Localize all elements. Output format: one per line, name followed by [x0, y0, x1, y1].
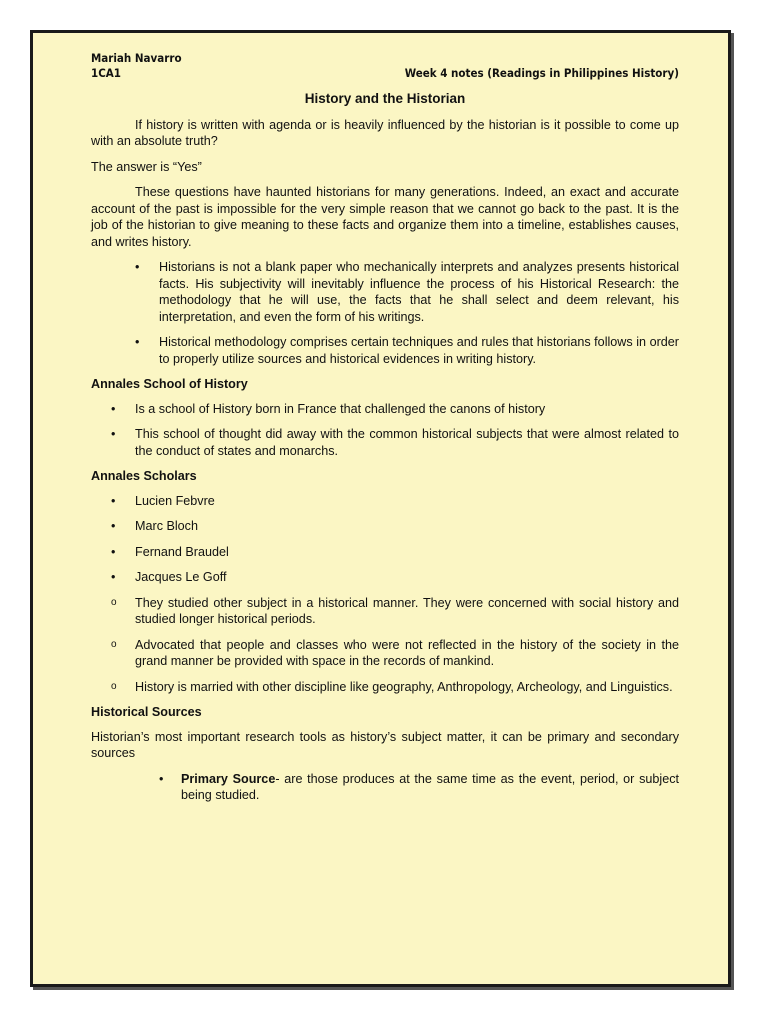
intro-answer: The answer is “Yes” [91, 159, 202, 174]
annales-school-heading: Annales School of History [91, 377, 248, 391]
notes-label: Week 4 notes (Readings in Philippines History) [404, 66, 679, 80]
section-code: 1CA1 [91, 66, 121, 80]
primary-source-definition: - are those produces at the same time as the event, period, or subject being studied. [181, 771, 679, 802]
bullet-icon: • [111, 544, 116, 559]
intro-bullet-list [91, 259, 679, 367]
bullet-icon: • [111, 427, 116, 441]
bullet-icon: • [135, 260, 140, 274]
primary-source-term: Primary Source [181, 771, 276, 786]
circle-bullet-icon: o [111, 680, 117, 692]
list-item: • Is a school of History born in France that challenged the canons of history [111, 401, 546, 416]
list-item: o History is married with other discipline like geography, Anthropology, Archeology, and Linguistics. [111, 679, 673, 694]
list-item: • This school of thought did away with the common historical subjects that were almost related to the conduct of states and monarchs. [111, 427, 679, 458]
bullet-icon: • [111, 493, 116, 508]
bullet-icon: • [111, 519, 116, 533]
annales-scholars-heading: Annales Scholars [91, 469, 197, 483]
bullet-icon: • [159, 771, 164, 786]
intro-paragraph: These questions have haunted historians for many generations. Indeed, an exact and accurate account of the past is impossible for the very simple reason that we cannot go back to the past. It is the job of the historian to give meaning to these facts and organize them into a timeline, establishes causes, and writes history. [91, 185, 679, 249]
document-content [91, 51, 679, 813]
header-block [91, 51, 679, 81]
list-item: o They studied other subject in a historical manner. They were concerned with social history and studied longer historical periods. [111, 595, 679, 626]
list-item: • Lucien Febvre [111, 493, 215, 508]
intro-question: If history is written with agenda or is heavily influenced by the historian is it possible to come up with an absolute truth? [91, 117, 679, 148]
document-page [30, 30, 731, 987]
sources-list [91, 771, 679, 804]
list-item: • Marc Bloch [111, 519, 198, 533]
author-name: Mariah Navarro [91, 51, 182, 65]
list-item: • Historical methodology comprises certain techniques and rules that historians follows in order to properly utilize sources and historical evidences in writing history. [135, 335, 679, 366]
list-item: • Fernand Braudel [111, 544, 229, 559]
historical-sources-heading: Historical Sources [91, 705, 202, 719]
list-item: o Advocated that people and classes who were not reflected in the history of the society in the grand manner be provided with space in the records of mankind. [111, 637, 679, 668]
annales-school-list [91, 401, 679, 460]
circle-bullet-icon: o [111, 596, 117, 608]
bullet-icon: • [135, 335, 140, 349]
list-item: • Historians is not a blank paper who mechanically interprets and analyzes presents historical facts. His subjectivity will inevitably influence the process of his Historical Research: the methodology that he will use, the facts that he shall select and deem relevant, his interpretation, and even the form of his writings. [135, 260, 679, 324]
page-title: History and the Historian [304, 91, 466, 106]
historical-sources-paragraph: Historian’s most important research tools as history’s subject matter, it can be primary and secondary sources [91, 729, 679, 760]
bullet-icon: • [111, 401, 116, 416]
bullet-icon: • [111, 570, 116, 584]
list-item [91, 771, 679, 804]
list-item: • Jacques Le Goff [111, 570, 227, 584]
annales-scholars-list [91, 493, 679, 696]
circle-bullet-icon: o [111, 638, 117, 650]
